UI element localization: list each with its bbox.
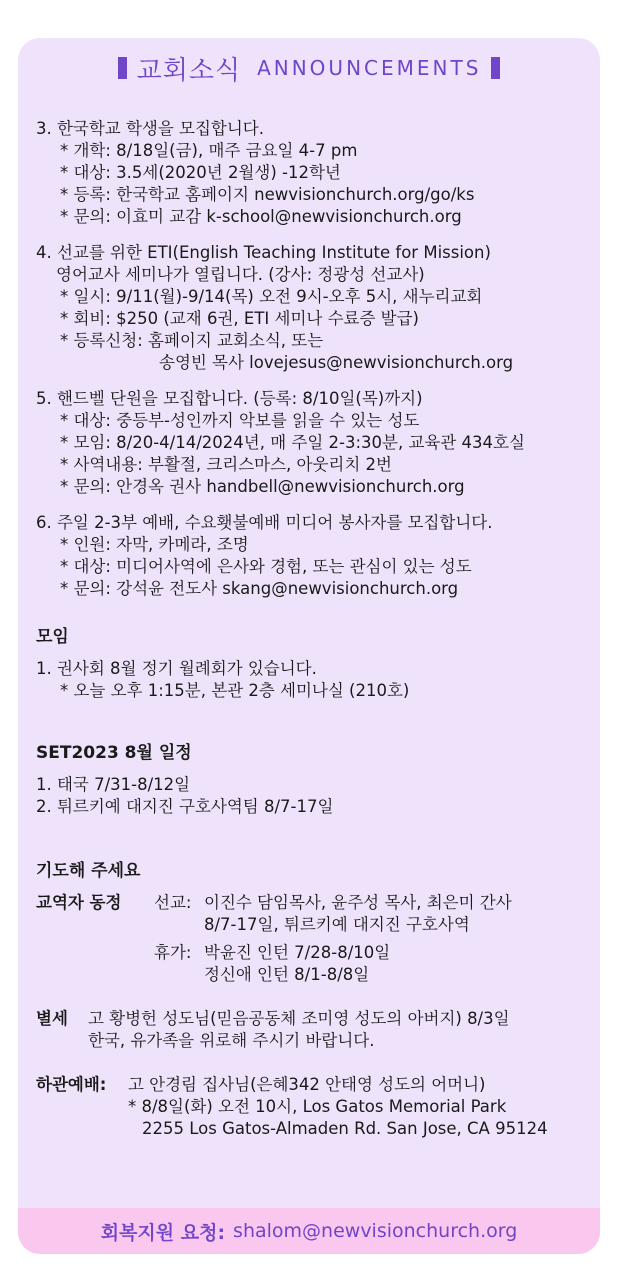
staff-news [36,892,590,936]
set-line: 1. 태국 7/31-8/12일 [36,775,191,794]
prayer-title: 기도해 주세요 [36,861,141,881]
right-bar-icon [491,57,500,79]
mission-label: 선교: [154,893,192,912]
item-detail: * 사역내용: 부활절, 크리스마스, 아웃리치 2번 [60,455,392,474]
vacation-line: 박윤진 인턴 7/28-8/10일 [204,943,391,962]
item-detail: * 등록신청: 홈페이지 교회소식, 또는 [60,331,324,350]
announcements-header [18,48,600,88]
title-korean: 교회소식 [136,55,242,86]
funeral-label: 하관예배: [36,1075,107,1094]
announcements-card [18,38,600,1254]
item-detail: * 문의: 안경옥 권사 handbell@newvisionchurch.org [60,477,465,496]
item-detail: * 회비: $250 (교재 6권, ETI 세미나 수료증 발급) [60,309,419,328]
item-heading: 3. 한국학교 학생을 모집합니다. [36,119,264,138]
meeting-section [36,658,590,702]
vacation-label: 휴가: [154,943,192,962]
passing-line: 고 황병헌 성도님(믿음공동체 조미영 성도의 아버지) 8/3일 [88,1009,510,1028]
item-heading: 6. 주일 2-3부 예배, 수요횃불예배 미디어 봉사자를 모집합니다. [36,513,493,532]
passing-label: 별세 [36,1009,68,1028]
funeral-line: 2255 Los Gatos-Almaden Rd. San Jose, CA 95124 [142,1119,548,1138]
funeral-line: 고 안경림 집사님(은혜342 안태영 성도의 어머니) [128,1075,486,1094]
item-detail: * 모임: 8/20-4/14/2024년, 매 주일 2-3:30분, 교육관 434호실 [60,433,525,452]
footer-email-link[interactable]: shalom@newvisionchurch.org [233,1220,518,1242]
item-detail: * 대상: 미디어사역에 은사와 경험, 또는 관심이 있는 성도 [60,557,472,576]
item-detail: * 대상: 중등부-성인까지 악보를 읽을 수 있는 성도 [60,411,420,430]
announcement-item-6 [36,512,590,600]
passing-news [36,1008,590,1052]
item-detail: * 개학: 8/18일(금), 매주 금요일 4-7 pm [60,141,358,160]
item-heading-cont: 영어교사 세미나가 열립니다. (강사: 정광성 선교사) [56,265,425,284]
meeting-line: 1. 권사회 8월 정기 월례회가 있습니다. [36,659,317,678]
announcement-item-3 [36,118,590,228]
title-english: ANNOUNCEMENTS [257,56,482,80]
item-detail: * 일시: 9/11(월)-9/14(목) 오전 9시-오후 5시, 새누리교회 [60,287,483,306]
staff-news-label: 교역자 동정 [36,893,122,912]
set-title: SET2023 8월 일정 [36,743,192,763]
meeting-title: 모임 [36,627,69,647]
item-detail: * 문의: 강석윤 전도사 skang@newvisionchurch.org [60,579,459,598]
item-detail: * 문의: 이효미 교감 k-school@newvisionchurch.org [60,207,462,226]
meeting-line: * 오늘 오후 1:15분, 본관 2층 세미나실 (210호) [60,681,410,700]
item-heading: 4. 선교를 위한 ETI(English Teaching Institute for Mission) [36,243,491,262]
mission-line: 8/7-17일, 튀르키예 대지진 구호사역 [204,915,470,934]
funeral-news [36,1074,590,1140]
vacation-line: 정신애 인턴 8/1-8/8일 [204,965,370,984]
set-line: 2. 튀르키예 대지진 구호사역팀 8/7-17일 [36,797,334,816]
set-section [36,774,590,818]
announcements-content [36,118,590,1140]
footer-label: 회복지원 요청: [100,1221,226,1244]
announcement-item-5 [36,388,590,498]
announcement-item-4 [36,242,590,374]
item-detail: * 대상: 3.5세(2020년 2월생) -12학년 [60,163,341,182]
passing-line: 한국, 유가족을 위로해 주시기 바랍니다. [88,1031,375,1050]
left-bar-icon [118,57,127,79]
funeral-line: * 8/8일(화) 오전 10시, Los Gatos Memorial Park [128,1097,507,1116]
vacation-news [36,942,590,986]
mission-line: 이진수 담임목사, 윤주성 목사, 최은미 간사 [204,893,512,912]
item-detail: 송영빈 목사 lovejesus@newvisionchurch.org [159,353,514,372]
item-detail: * 등록: 한국학교 홈페이지 newvisionchurch.org/go/ks [60,185,475,204]
item-heading: 5. 핸드벨 단원을 모집합니다. (등록: 8/10일(목)까지) [36,389,423,408]
item-detail: * 인원: 자막, 카메라, 조명 [60,535,249,554]
recovery-support-footer [18,1208,600,1254]
